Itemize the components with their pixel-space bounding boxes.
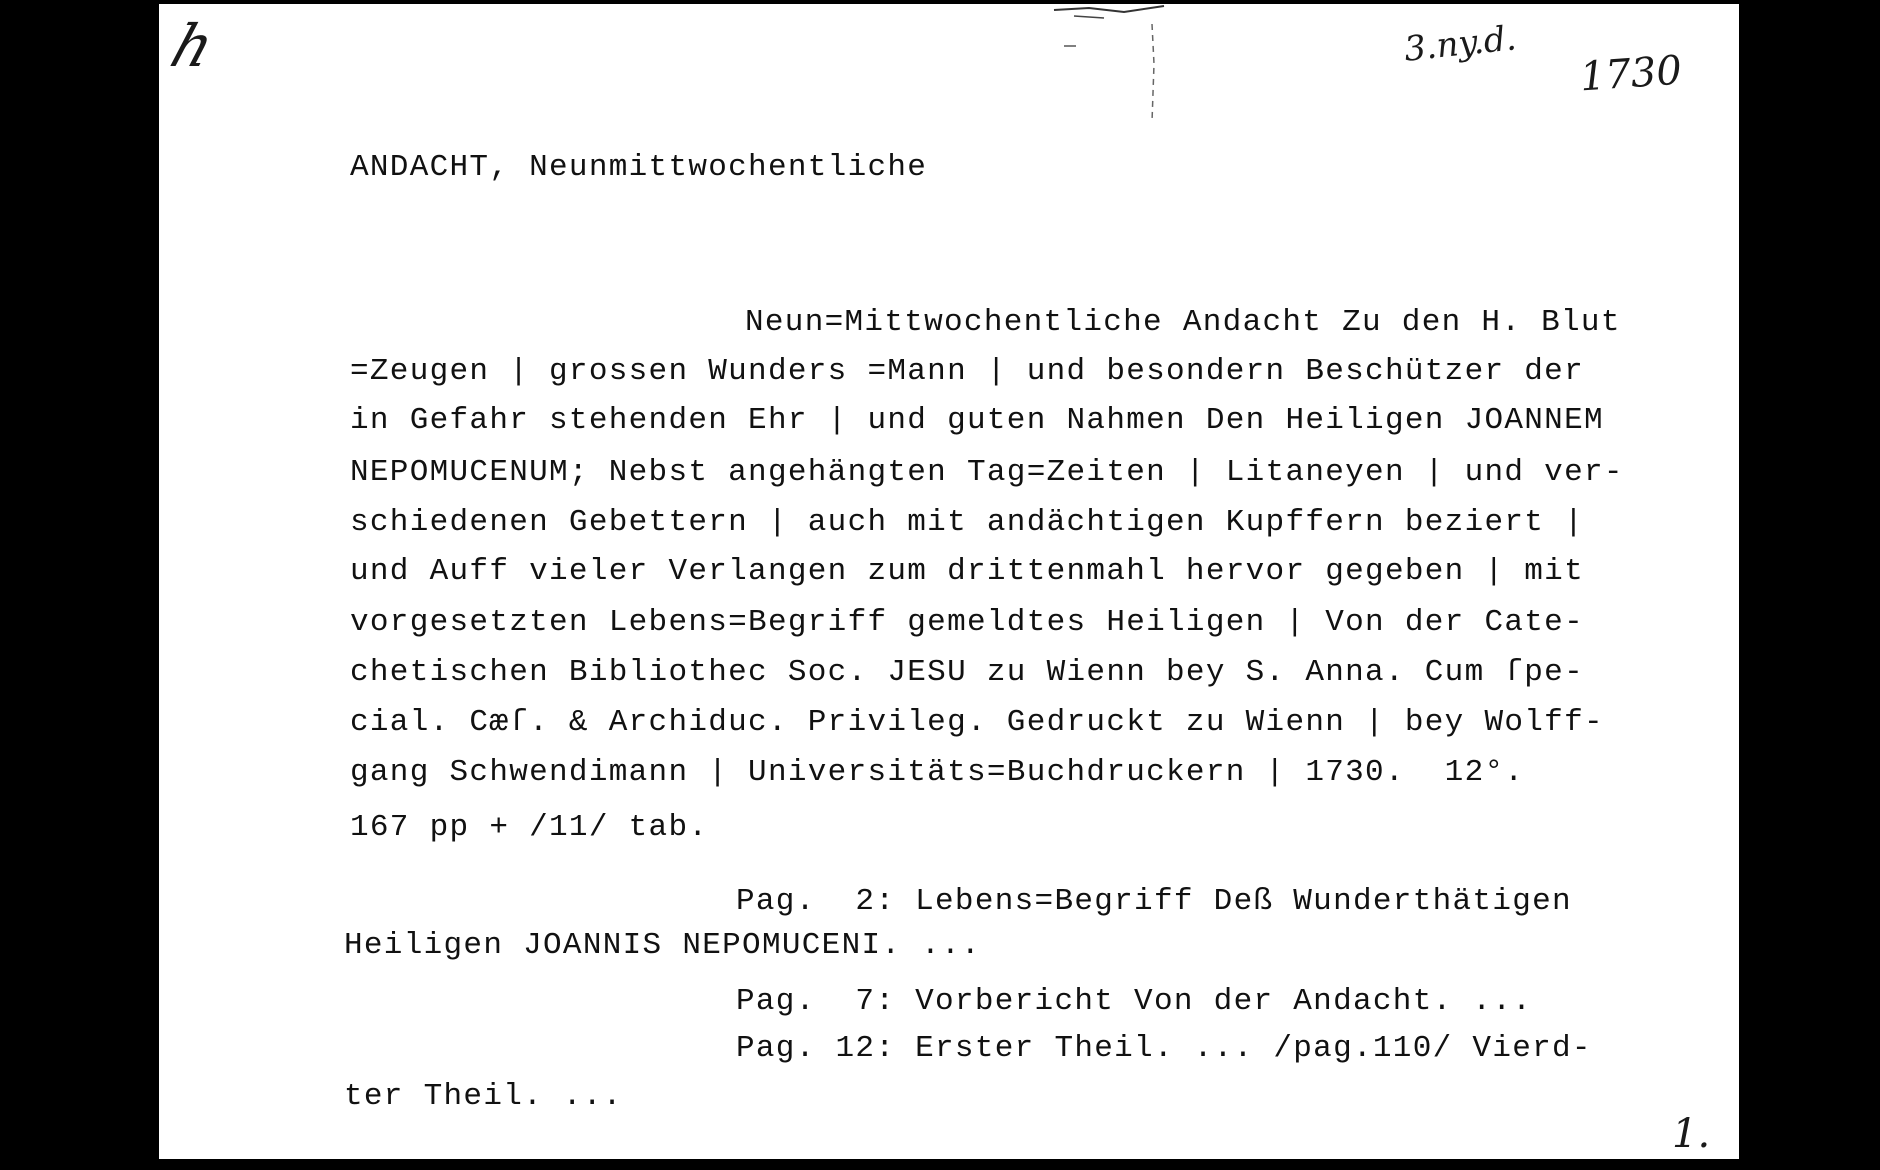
reference-note: 3.ny.d. (1402, 18, 1519, 70)
description-line: und Auff vieler Verlangen zum drittenmahl hervor gegeben | mit (350, 554, 1584, 589)
contents-line: Pag. 12: Erster Theil. ... /pag.110/ Vierd- (736, 1031, 1592, 1066)
description-line: schiedenen Gebettern | auch mit andächtigen Kupffern beziert | (350, 505, 1584, 540)
collation: 167 pp + /11/ tab. (350, 810, 709, 845)
catalog-card (159, 4, 1739, 1159)
page-number: 1. (1672, 1111, 1711, 1157)
contents-line: Pag. 7: Vorbericht Von der Andacht. ... (736, 984, 1533, 1019)
top-smudge-marks (1044, 4, 1194, 144)
description-line: cial. Cæſ. & Archiduc. Privileg. Gedruckt zu Wienn | bey Wolff- (350, 705, 1604, 740)
card-heading: ANDACHT, Neunmittwochentliche (350, 150, 928, 185)
handwritten-year: 1730 (1578, 47, 1684, 101)
corner-mark: h (162, 12, 223, 80)
description-line: chetischen Bibliothec Soc. JESU zu Wienn bey S. Anna. Cum ſpe- (350, 655, 1584, 690)
description-line: gang Schwendimann | Universitäts=Buchdruckern | 1730. 12°. (350, 755, 1525, 790)
description-line: in Gefahr stehenden Ehr | und guten Nahmen Den Heiligen JOANNEM (350, 403, 1604, 438)
description-line: Neun=Mittwochentliche Andacht Zu den H. Blut (745, 305, 1621, 340)
description-line: NEPOMUCENUM; Nebst angehängten Tag=Zeiten | Litaneyen | und ver- (350, 455, 1624, 490)
contents-line: Pag. 2: Lebens=Begriff Deß Wunderthätigen (736, 884, 1572, 919)
contents-line: Heiligen JOANNIS NEPOMUCENI. ... (344, 928, 981, 963)
contents-line: ter Theil. ... (344, 1079, 623, 1114)
description-line: =Zeugen | grossen Wunders =Mann | und besondern Beschützer der (350, 354, 1584, 389)
description-line: vorgesetzten Lebens=Begriff gemeldtes Heiligen | Von der Cate- (350, 605, 1584, 640)
